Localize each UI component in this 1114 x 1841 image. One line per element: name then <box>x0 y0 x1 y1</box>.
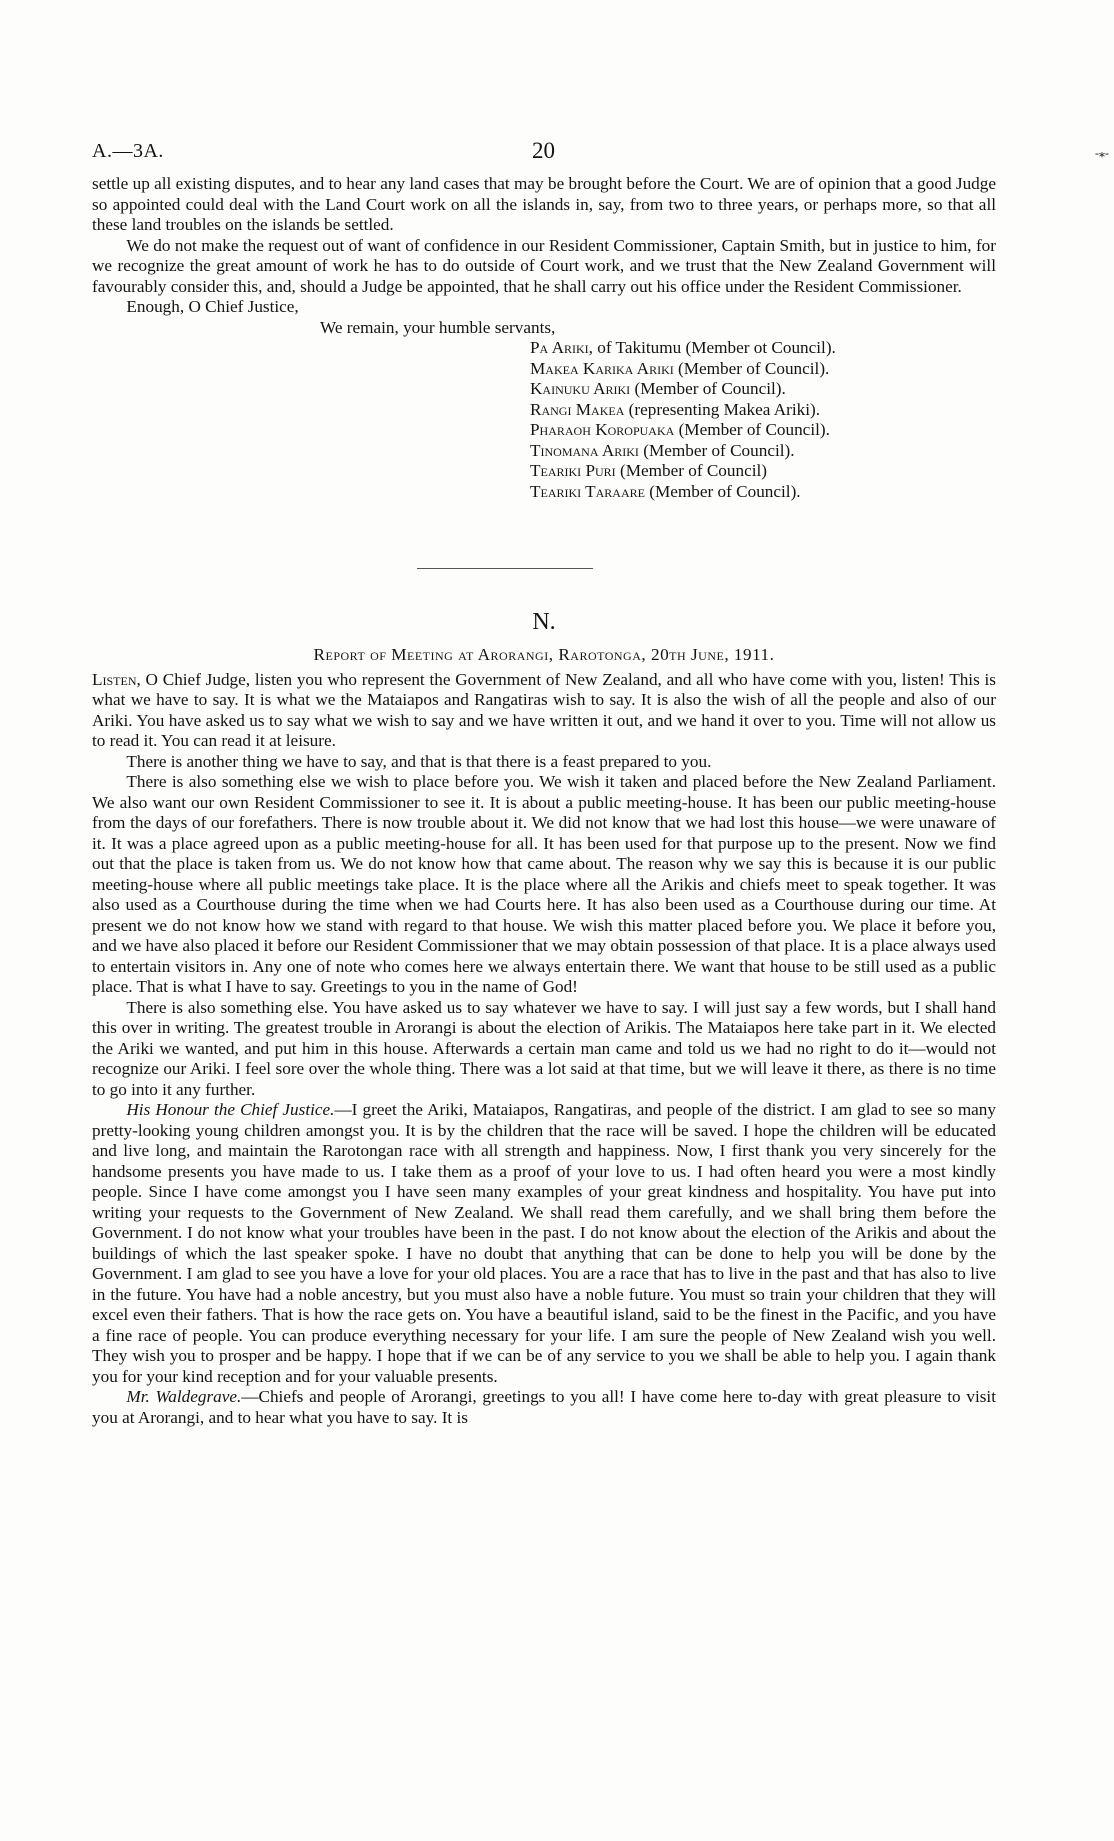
paragraph <box>92 1387 996 1428</box>
speaker-name: His Honour the Chief Justice. <box>126 1100 335 1119</box>
paragraph <box>92 670 996 752</box>
paragraph-text: —I greet the Ariki, Mataiapos, Rangatiras, and people of the district. I am glad to see so many pretty-looking young children amongst you. It is by the children that the race will be saved. I hope the children will be educated and live long, and maintain the Rarotongan race with all strength and happiness. Now, I first thank you very sincerely for the handsome presents you have made to us. I take them as a proof of your love to us. I had often heard you were a most kindly people. Since I have come amongst you I have seen many examples of your great kindness and hospitality. You have put into writing your requests to the Government of New Zealand. We shall read them carefully, and we shall bring them before the Government. I do not know what your troubles have been in the past. I do not know about the election of the Arikis and about the buildings of which the last speaker spoke. I have no doubt that anything that can be done to help you will be done by the Government. I am glad to see you have a love for your old places. You are a race that has to live in the past and that has also to live in the future. You have had a noble ancestry, but you must also have a noble future. You must so train your children that they will excel even their fathers. That is how the race gets on. You have a beautiful island, said to be the finest in the Pacific, and you have a fine race of people. You can produce everything necessary for your life. I am sure the people of New Zealand wish you well. They wish you to prosper and be happy. I hope that if we can be of any service to you we shall be able to help you. I again thank you for your kind reception and for your valuable presents. <box>92 1100 996 1386</box>
paragraph: There is also something else we wish to place before you. We wish it taken and placed before the New Zealand Parliament. We also want our own Resident Commissioner to see it. It is about a public meeting-house. It has been our public meeting-house from the days of our forefathers. There is now trouble about it. We did not know that we had lost this house—we were unaware of it. It was a place agreed upon as a public meeting-house for all. It has been used for that purpose up to the present. Now we find out that the place is taken from us. We do not know how that came about. The reason why we say this is because it is our public meeting-house where all public meetings take place. It is the place where all the Arikis and chiefs meet to speak together. It was also used as a Courthouse during the time when we had Courts here. It has also been used as a Courthouse during our time. At present we do not know how we stand with regard to that house. We wish this matter placed before you. We place it before you, and we have also placed it before our Resident Commissioner that we may obtain possession of that place. It is a place always used to entertain visitors in. Any one of note who comes here we always entertain there. We want that house to be still used as a public place. That is what I have to say. Greetings to you in the name of God! <box>92 772 996 996</box>
paragraph-text: , O Chief Judge, listen you who represent the Government of New Zealand, and all who have come with you, listen! This is what we have to say. It is what we the Mataiapos and Rangatiras wish to say. It is also the wish of all the people and also of our Ariki. You have asked us to say what we wish to say and we have written it out, and we hand it over to you. Time will not allow us to read it. You can read it at leisure. <box>92 669 996 750</box>
page-number: 20 <box>532 138 555 163</box>
lead-word: Listen <box>92 669 137 689</box>
signatory-role: (Member of Council) <box>615 461 767 480</box>
signatory-name: Tinomana Ariki <box>530 440 639 460</box>
paragraph: settle up all existing disputes, and to hear any land cases that may be brought before the Court. We are of opinion that a good Judge so appointed could deal with the Land Court work on all the islands in, say, from two to three years, or perhaps more, so that all these land troubles on the islands be settled. <box>92 174 996 234</box>
signatory-name: Pharaoh Koropuaka <box>530 420 675 439</box>
signatory <box>530 441 996 462</box>
paragraph: There is also something else. You have asked us to say whatever we have to say. I will just say a few words, but I shall hand this over in writing. The greatest trouble in Arorangi is about the election of Arikis. The Mataiapos here take part in it. We elected the Ariki we wanted, and put him in this house. Afterwards a certain man came and told us we had no right to do it—would not recognize our Ariki. I feel sore over the whole thing. There was a lot said at that time, but we will leave it there, as there is no time to go into it any further. <box>92 997 996 1099</box>
signatory-name: Makea Karika Ariki <box>530 358 674 378</box>
body-text <box>92 174 996 1428</box>
signatory-name: Pa Ariki <box>530 338 589 357</box>
signatory-role: (Member of Council). <box>644 481 801 501</box>
closing-salutation: Enough, O Chief Justice, <box>126 297 299 316</box>
signatory-role: (Member of Council). <box>673 358 830 378</box>
signatory <box>530 359 996 380</box>
signatory-name: Teariki Taraare <box>530 481 645 501</box>
paragraph: We do not make the request out of want of confidence in our Resident Commissioner, Captain Smith, but in justice to him, for we recognize the great amount of work he has to do outside of Court work, and we trust that the New Zealand Government will favourably consider this, and, should a Judge be appointed, that he shall carry out his office under the Resident Commissioner. <box>92 235 996 296</box>
signatory <box>530 420 996 441</box>
paragraph: There is another thing we have to say, and that is that there is a feast prepared to you. <box>126 751 712 771</box>
signatory <box>530 338 996 359</box>
signatory-role: (representing Makea Ariki). <box>624 399 821 419</box>
section-letter: N. <box>532 609 556 635</box>
section-divider <box>417 568 593 569</box>
signatory-name: Teariki Puri <box>530 461 616 480</box>
signatory-role: (Member of Council). <box>638 440 795 460</box>
signatory-name: Rangi Makea <box>530 399 625 419</box>
paragraph-text: —Chiefs and people of Arorangi, greetings to you all! I have come here to-day with great pleasure to visit you at Arorangi, and to hear what you have to say. It is <box>92 1387 996 1427</box>
signatory <box>530 400 996 421</box>
signatory-name: Kainuku Ariki <box>530 379 631 398</box>
speaker-name: Mr. Waldegrave. <box>126 1387 242 1406</box>
valediction: We remain, your humble servants, <box>320 317 556 337</box>
paragraph <box>92 1100 996 1387</box>
section-title: Report of Meeting at Arorangi, Rarotonga, 20th June, 1911. <box>313 645 775 664</box>
signatory <box>530 379 996 400</box>
page-header <box>92 140 996 170</box>
signatory-role: (Member of Council). <box>674 420 830 439</box>
document-reference: A.—3A. <box>92 140 164 162</box>
margin-mark: -⁎- <box>1095 146 1109 160</box>
signatory-list <box>530 338 996 502</box>
signatory-role: (Member of Council). <box>630 379 786 398</box>
signatory <box>530 482 996 503</box>
signatory-role: , of Takitumu (Member ot Council). <box>588 338 836 357</box>
signatory <box>530 461 996 482</box>
